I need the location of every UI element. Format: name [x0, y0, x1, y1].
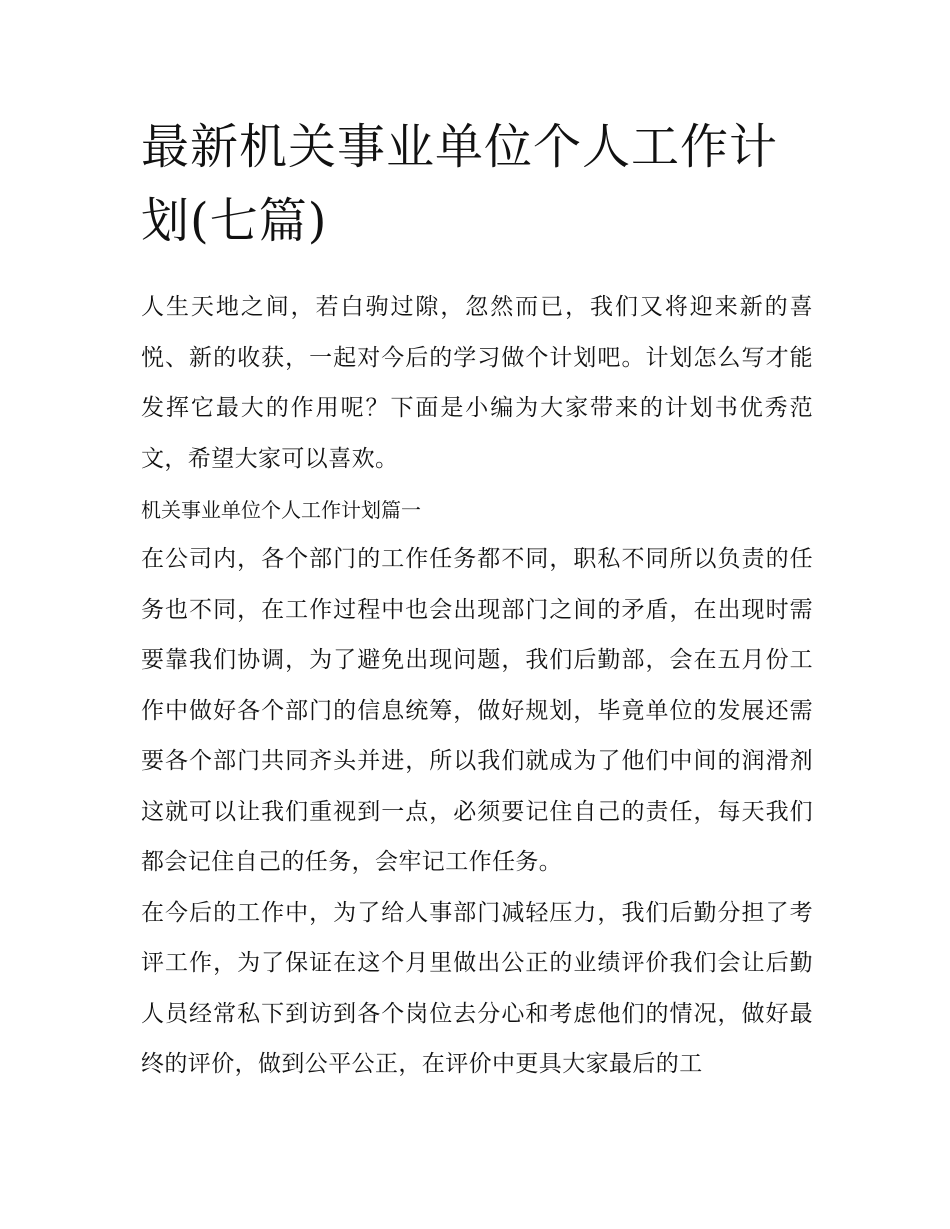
- body-paragraph-2: 在今后的工作中，为了给人事部门减轻压力，我们后勤分担了考评工作，为了保证在这个月里做出公正的业绩评价我们会让后勤人员经常私下到访到各个岗位去分心和考虑他们的情况，做好最终的评价，做到公平公正，在评价中更具大家最后的工: [141, 899, 813, 1077]
- body-paragraph-1: 在公司内，各个部门的工作任务都不同，职私不同所以负责的任务也不同，在工作过程中也会出现部门之间的矛盾，在出现时需要靠我们协调，为了避免出现问题，我们后勤部，会在五月份工作中做好各个部门的信息统筹，做好规划，毕竟单位的发展还需要各个部门共同齐头并进，所以我们就成为了他们中间的润滑剂这就可以让我们重视到一点，必须要记住自己的责任，每天我们都会记住自己的任务，会牢记工作任务。: [141, 546, 813, 875]
- document-body: [141, 110, 813, 1090]
- document-title: 最新机关事业单位个人工作计划(七篇): [141, 119, 779, 249]
- section-heading: 机关事业单位个人工作计划篇一: [141, 498, 421, 522]
- intro-paragraph: 人生天地之间，若白驹过隙，忽然而已，我们又将迎来新的喜悦、新的收获，一起对今后的学习做个计划吧。计划怎么写才能发挥它最大的作用呢？下面是小编为大家带来的计划书优秀范文，希望大家可以喜欢。: [141, 294, 813, 472]
